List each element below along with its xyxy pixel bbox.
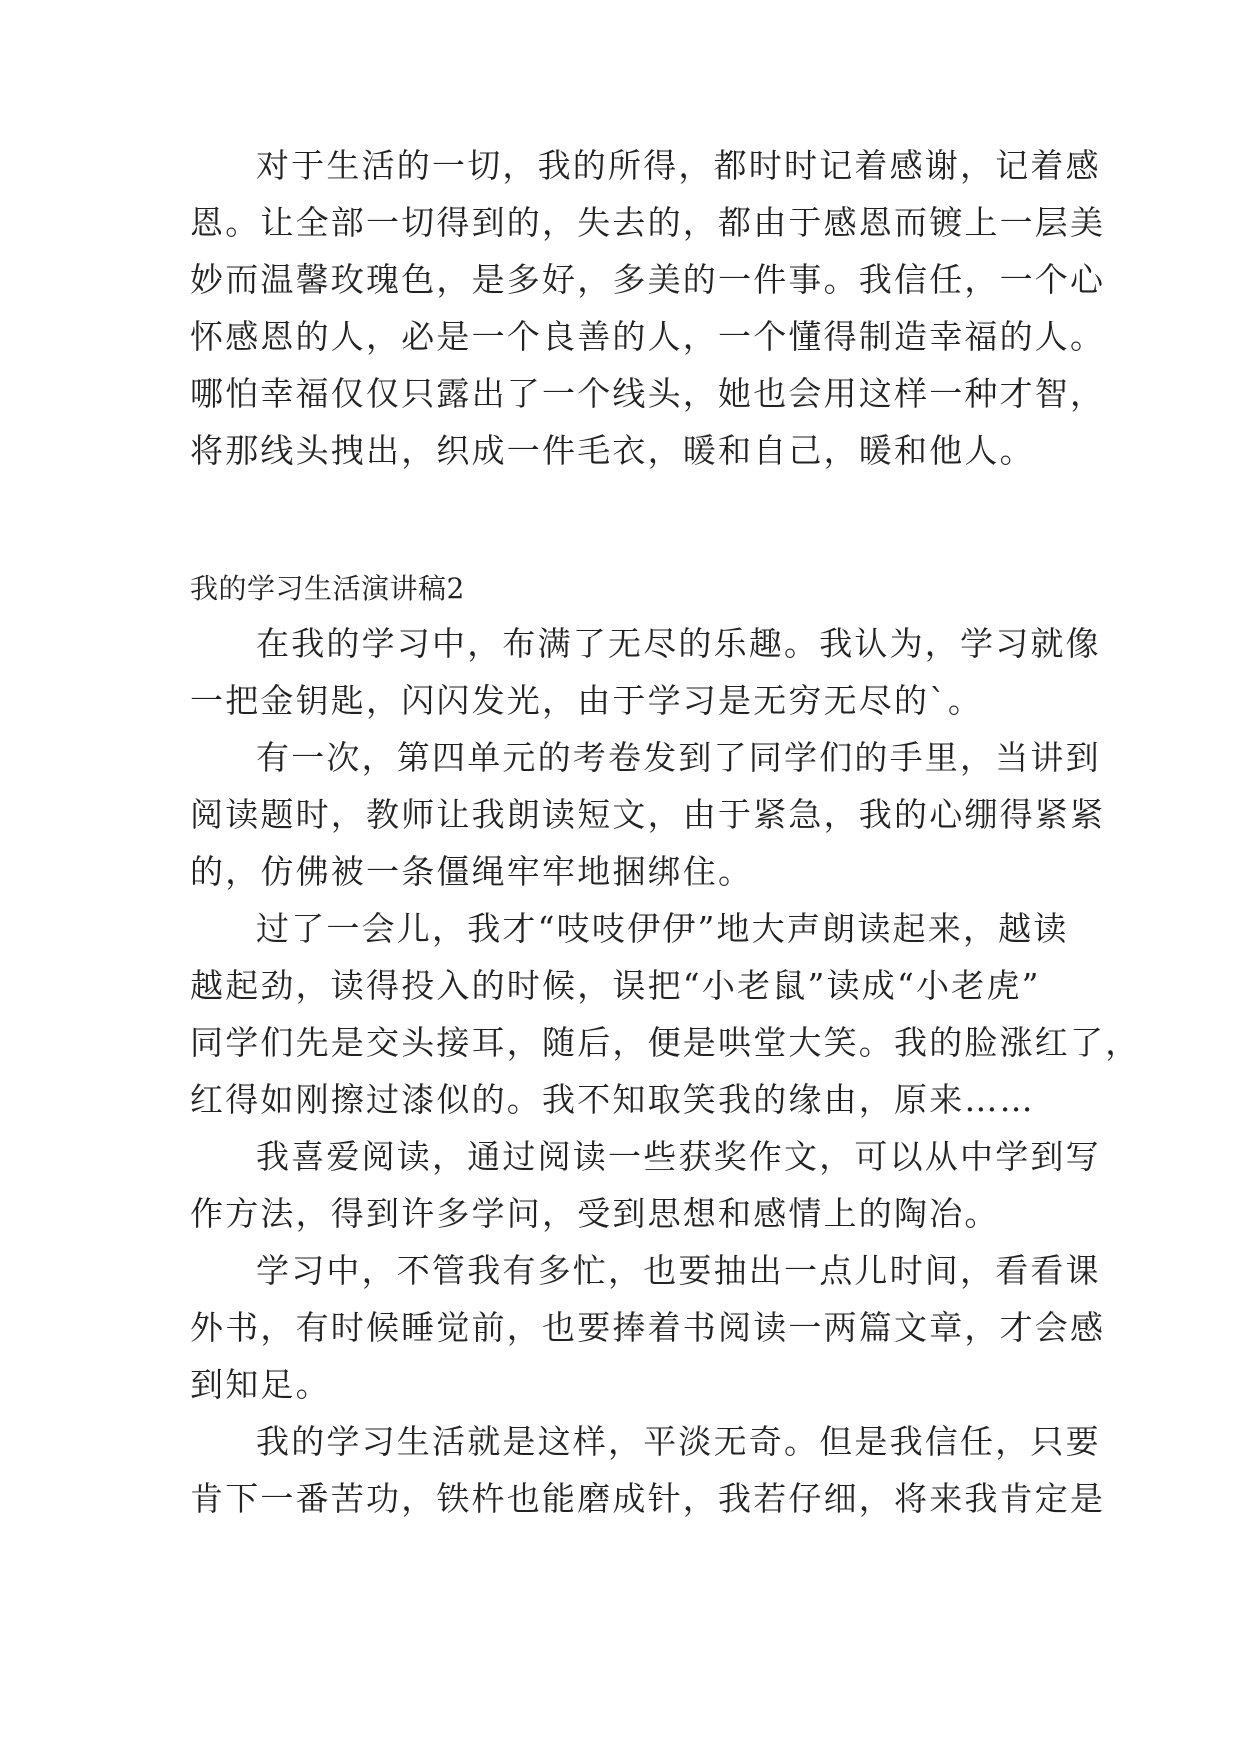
paragraph-line: 有一次，第四单元的考卷发到了同学们的手里，当讲到 [256, 738, 1101, 777]
paragraph-line: 怀感恩的人，必是一个良善的人，一个懂得制造幸福的人。 [190, 317, 1106, 356]
section-heading: 我的学习生活演讲稿2 [190, 572, 465, 605]
paragraph-line: 同学们先是交头接耳，随后，便是哄堂大笑。我的脸涨红了， [190, 1023, 1141, 1062]
paragraph-line: 在我的学习中，布满了无尽的乐趣。我认为，学习就像 [256, 624, 1101, 663]
paragraph-line: 对于生活的一切，我的所得，都时时记着感谢，记着感 [256, 146, 1101, 185]
paragraph-line: 将那线头拽出，织成一件毛衣，暖和自己，暖和他人。 [190, 431, 1035, 470]
paragraph-line: 我的学习生活就是这样，平淡无奇。但是我信任，只要 [256, 1422, 1101, 1461]
paragraph-line: 恩。让全部一切得到的，失去的，都由于感恩而镀上一层美 [190, 203, 1106, 242]
paragraph-line: 外书，有时候睡觉前，也要捧着书阅读一两篇文章，才会感 [190, 1308, 1106, 1347]
paragraph-line: 肯下一番苦功，铁杵也能磨成针，我若仔细，将来我肯定是 [190, 1479, 1106, 1518]
paragraph-line: 越起劲，读得投入的时候，误把“小老鼠”读成“小老虎” [190, 966, 1041, 1005]
paragraph-line: 妙而温馨玫瑰色，是多好，多美的一件事。我信任，一个心 [190, 260, 1106, 299]
paragraph-line: 我喜爱阅读，通过阅读一些获奖作文，可以从中学到写 [256, 1137, 1101, 1176]
paragraph-line: 阅读题时，教师让我朗读短文，由于紧急，我的心绷得紧紧 [190, 795, 1106, 834]
paragraph-line: 过了一会儿，我才“吱吱伊伊”地大声朗读起来，越读 [256, 909, 1069, 948]
paragraph-line: 红得如刚擦过漆似的。我不知取笑我的缘由，原来…… [190, 1080, 1035, 1119]
paragraph-line: 到知足。 [190, 1365, 331, 1404]
paragraph-line: 一把金钥匙，闪闪发光，由于学习是无穷无尽的`。 [190, 681, 984, 720]
paragraph-line: 哪怕幸福仅仅只露出了一个线头，她也会用这样一种才智， [190, 374, 1106, 413]
paragraph-line: 学习中，不管我有多忙，也要抽出一点儿时间，看看课 [256, 1251, 1101, 1290]
paragraph-line: 的，仿佛被一条僵绳牢牢地捆绑住。 [190, 852, 754, 891]
paragraph-line: 作方法，得到许多学问，受到思想和感情上的陶冶。 [190, 1194, 1000, 1233]
